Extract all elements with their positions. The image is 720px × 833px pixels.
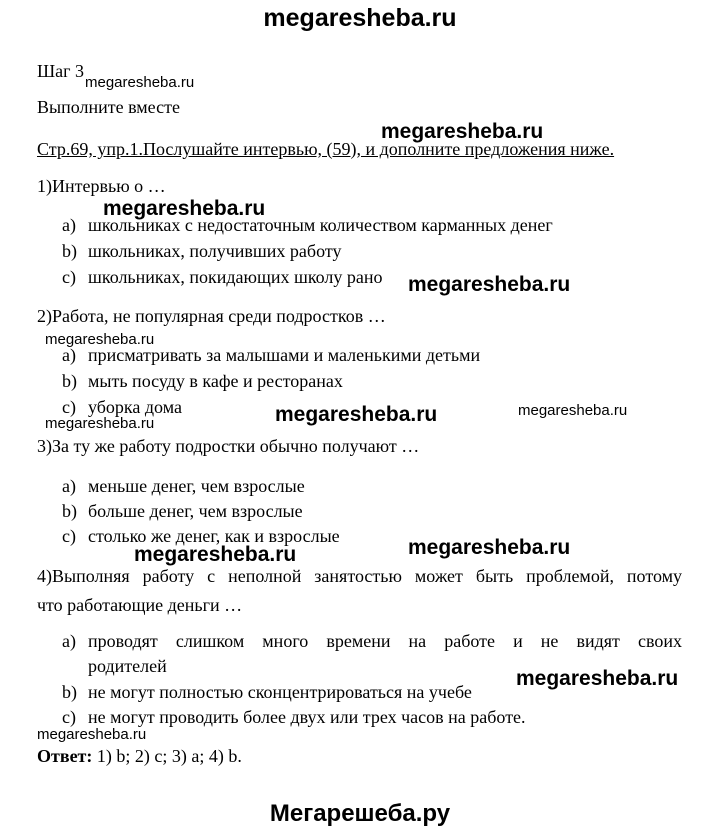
answer-text: 1) b; 2) c; 3) a; 4) b. <box>96 746 242 766</box>
question-2-option-b <box>62 371 343 392</box>
watermark-small: megaresheba.ru <box>37 726 147 743</box>
question-3-option-b <box>62 501 303 522</box>
option-text: школьниках, покидающих школу рано <box>88 267 383 287</box>
question-2-stem: 2)Работа, не популярная среди подростков … <box>37 306 386 326</box>
watermark-small: megaresheba.ru <box>85 74 195 91</box>
option-text: не могут проводить более двух или трех часов на работе. <box>88 707 526 727</box>
option-letter: c) <box>62 707 76 727</box>
option-letter: b) <box>62 682 77 702</box>
question-2-option-a <box>62 345 480 366</box>
question-4-option-c <box>62 707 526 728</box>
question-1-option-c <box>62 267 383 288</box>
option-letter: a) <box>62 345 76 365</box>
option-letter: c) <box>62 267 76 287</box>
option-text: присматривать за малышами и маленькими детьми <box>88 345 481 365</box>
watermark-large: megaresheba.ru <box>134 543 297 566</box>
task-text: Стр.69, упр.1.Послушайте интервью, (59), и дополните предложения ниже. <box>37 139 615 159</box>
option-letter: c) <box>62 526 76 546</box>
step-label: Шаг 3 <box>37 61 85 81</box>
option-text: не могут полностью сконцентрироваться на учебе <box>88 682 472 702</box>
watermark-large: megaresheba.ru <box>103 197 266 220</box>
watermark-large: megaresheba.ru <box>408 273 571 296</box>
option-text: уборка дома <box>88 397 182 417</box>
subtitle: Выполните вместе <box>37 97 180 117</box>
question-4-option-a-line2: родителей <box>88 656 167 676</box>
question-3-option-a <box>62 476 305 497</box>
watermark-large: megaresheba.ru <box>275 403 438 426</box>
option-letter: a) <box>62 215 76 235</box>
option-letter: a) <box>62 476 76 496</box>
option-letter: b) <box>62 371 77 391</box>
option-letter: b) <box>62 501 77 521</box>
question-1-option-b <box>62 241 341 262</box>
question-3-stem: 3)За ту же работу подростки обычно получают … <box>37 436 420 456</box>
question-4-stem-line1: 4)Выполняя работу с неполной занятостью может быть проблемой, потому <box>37 566 682 586</box>
question-4-option-a-line1: проводят слишком много времени на работе и не видят своих <box>88 631 682 651</box>
question-4-stem-line2: что работающие деньги … <box>37 595 243 615</box>
option-text: школьниках с недостаточным количеством карманных денег <box>88 215 553 235</box>
watermark-small: megaresheba.ru <box>518 402 628 419</box>
option-text: меньше денег, чем взрослые <box>88 476 305 496</box>
site-footer: Мегарешеба.ру <box>269 800 451 827</box>
watermark-small: megaresheba.ru <box>45 415 155 432</box>
option-letter: b) <box>62 241 77 261</box>
option-text: больше денег, чем взрослые <box>88 501 303 521</box>
option-text: мыть посуду в кафе и ресторанах <box>88 371 343 391</box>
site-header: megaresheba.ru <box>263 4 457 32</box>
question-1-stem: 1)Интервью о … <box>37 176 166 196</box>
watermark-large: megaresheba.ru <box>381 120 544 143</box>
answer-line <box>37 746 242 767</box>
question-4-option-a-letter: a) <box>62 631 76 651</box>
option-letter: c) <box>62 397 76 417</box>
watermark-large: megaresheba.ru <box>408 536 571 559</box>
option-text: столько же денег, как и взрослые <box>88 526 340 546</box>
question-4-option-b <box>62 682 472 703</box>
option-text: школьниках, получивших работу <box>88 241 342 261</box>
answer-label: Ответ: <box>37 746 93 766</box>
watermark-large: megaresheba.ru <box>516 667 679 690</box>
watermark-small: megaresheba.ru <box>45 331 155 348</box>
